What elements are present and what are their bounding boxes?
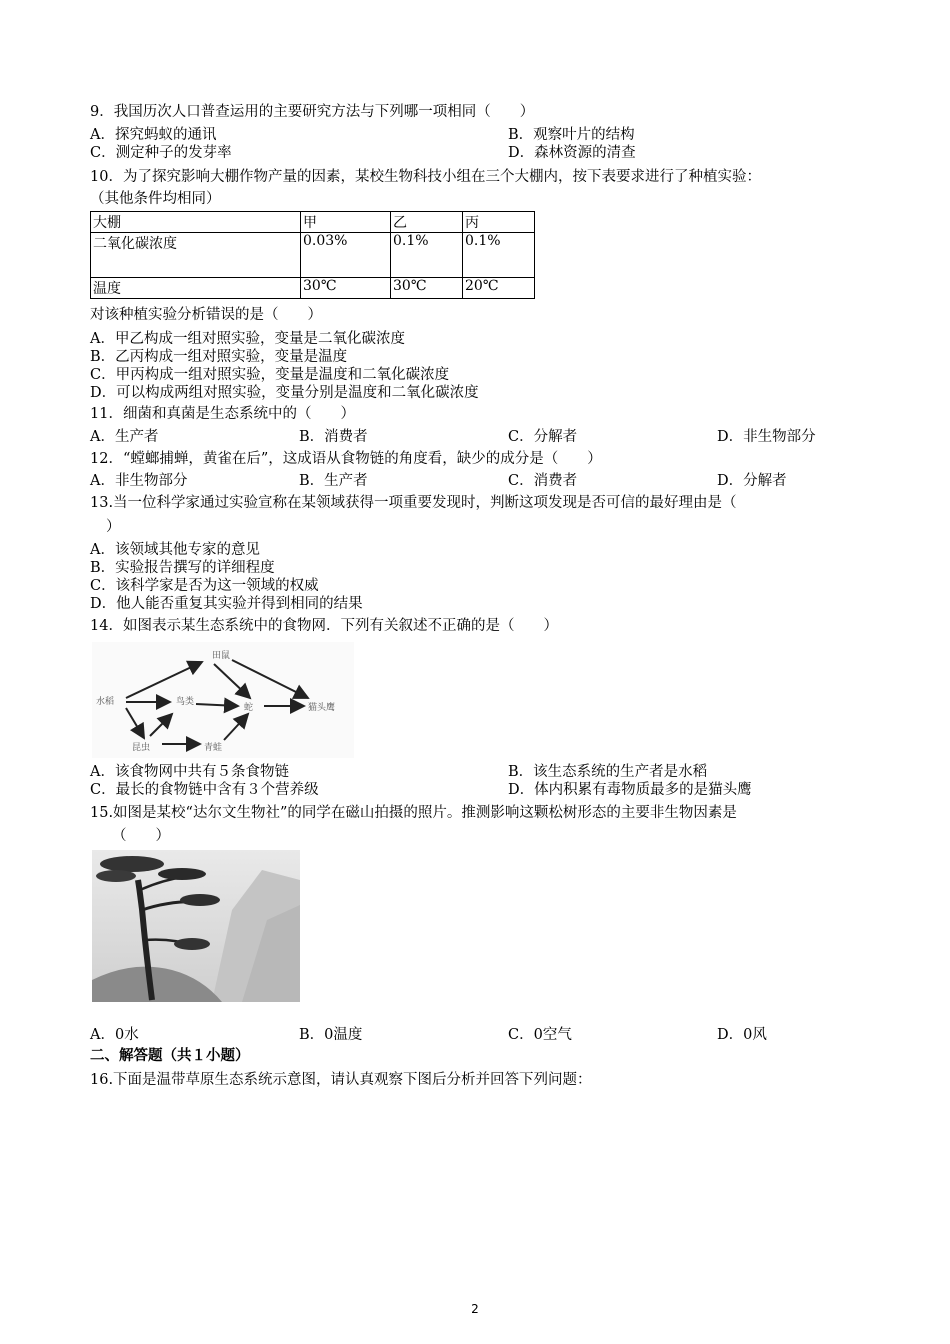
food-web-label: 猫头鹰 [308,703,336,713]
q14-option-b: B．该生态系统的生产者是水稻 [508,764,708,780]
q11-option-c: C．分解者 [508,429,578,445]
food-web-label: 蛇 [244,703,254,713]
q10-option-c: C．甲丙构成一组对照实验，变量是温度和二氧化碳浓度 [90,367,450,383]
question-10-note: （其他条件均相同） [90,191,221,207]
section-heading: 二、解答题（共１小题） [90,1047,250,1064]
food-web-label: 昆虫 [132,743,151,753]
table-header-row [91,212,535,233]
q14-option-c: C．最长的食物链中含有３个营养级 [90,782,319,798]
q14-option-a: A．该食物网中共有５条食物链 [90,764,289,780]
food-web-label: 鸟类 [176,697,195,707]
q12-option-c: C．消费者 [508,473,578,489]
q10-option-a: A．甲乙构成一组对照实验，变量是二氧化碳浓度 [90,331,405,347]
food-web-label: 水稻 [96,697,115,707]
q11-option-a: A．生产者 [90,429,159,445]
question-10-question: 对该种植实验分析错误的是（ ） [90,307,322,323]
food-web-diagram [92,642,354,758]
q9-option-c: C．测定种子的发芽率 [90,145,232,161]
question-14-stem: 14．如图表示某生态系统中的食物网．下列有关叙述不正确的是（ ） [90,618,558,634]
table-cell: 温度 [91,278,301,299]
table-cell: 0.1% [463,233,535,278]
page-number: 2 [471,1302,479,1316]
table-cell: 30℃ [301,278,391,299]
q14-option-d: D．体内积累有毒物质最多的是猫头鹰 [508,782,752,798]
food-web-label: 田鼠 [212,651,231,661]
table-cell: 20℃ [463,278,535,299]
q13-option-c: C．该科学家是否为这一领域的权威 [90,578,319,594]
table-row [91,278,535,299]
q9-option-a: A．探究蚂蚁的通讯 [90,127,217,143]
table-cell: 乙 [391,212,463,233]
question-12-stem: 12．“螳螂捕蝉，黄雀在后”，这成语从食物链的角度看，缺少的成分是（ ） [90,451,602,467]
experiment-table [90,211,535,299]
question-16-stem: 16.下面是温带草原生态系统示意图，请认真观察下图后分析并回答下列问题： [90,1072,592,1088]
q13-option-b: B．实验报告撰写的详细程度 [90,560,275,576]
q10-option-d: D．可以构成两组对照实验，变量分别是温度和二氧化碳浓度 [90,385,479,401]
table-cell: 大棚 [91,212,301,233]
question-15-stem: 15.如图是某校“达尔文生物社”的同学在磁山拍摄的照片。推测影响这颗松树形态的主要非生物因素是 [90,805,737,821]
table-cell: 0.1% [391,233,463,278]
question-10-stem: 10．为了探究影响大棚作物产量的因素，某校生物科技小组在三个大棚内，按下表要求进行了种植实验： [90,169,761,185]
q13-option-d: D．他人能否重复其实验并得到相同的结果 [90,596,363,612]
table-cell: 二氧化碳浓度 [91,233,301,278]
question-11-stem: 11．细菌和真菌是生态系统中的（ ） [90,406,355,422]
food-web-label: 青蛙 [204,743,223,753]
table-cell: 0.03% [301,233,391,278]
q9-option-b: B．观察叶片的结构 [508,127,635,143]
q11-option-d: D．非生物部分 [717,429,816,445]
q9-option-d: D．森林资源的清查 [508,145,636,161]
question-13-stem: 13.当一位科学家通过实验宣称在某领域获得一项重要发现时，判断这项发现是否可信的最好理由是（ [90,495,737,511]
question-15-stem-end: （ ） [112,828,170,844]
q13-option-a: A．该领域其他专家的意见 [90,542,260,558]
q15-option-d: D．0风 [717,1027,767,1043]
q12-option-b: B．生产者 [299,473,368,489]
table-cell: 30℃ [391,278,463,299]
table-row [91,233,535,278]
pine-tree-photo [92,850,300,1002]
question-9-stem: 9．我国历次人口普查运用的主要研究方法与下列哪一项相同（ ） [90,104,535,120]
q10-option-b: B．乙丙构成一组对照实验，变量是温度 [90,349,348,365]
q15-option-a: A．0水 [90,1027,139,1043]
table-cell: 甲 [301,212,391,233]
q15-option-c: C．0空气 [508,1027,572,1043]
q12-option-a: A．非生物部分 [90,473,188,489]
q15-option-b: B．0温度 [299,1027,363,1043]
q11-option-b: B．消费者 [299,429,368,445]
q12-option-d: D．分解者 [717,473,787,489]
question-13-stem-end: ） [106,519,121,535]
table-cell: 丙 [463,212,535,233]
